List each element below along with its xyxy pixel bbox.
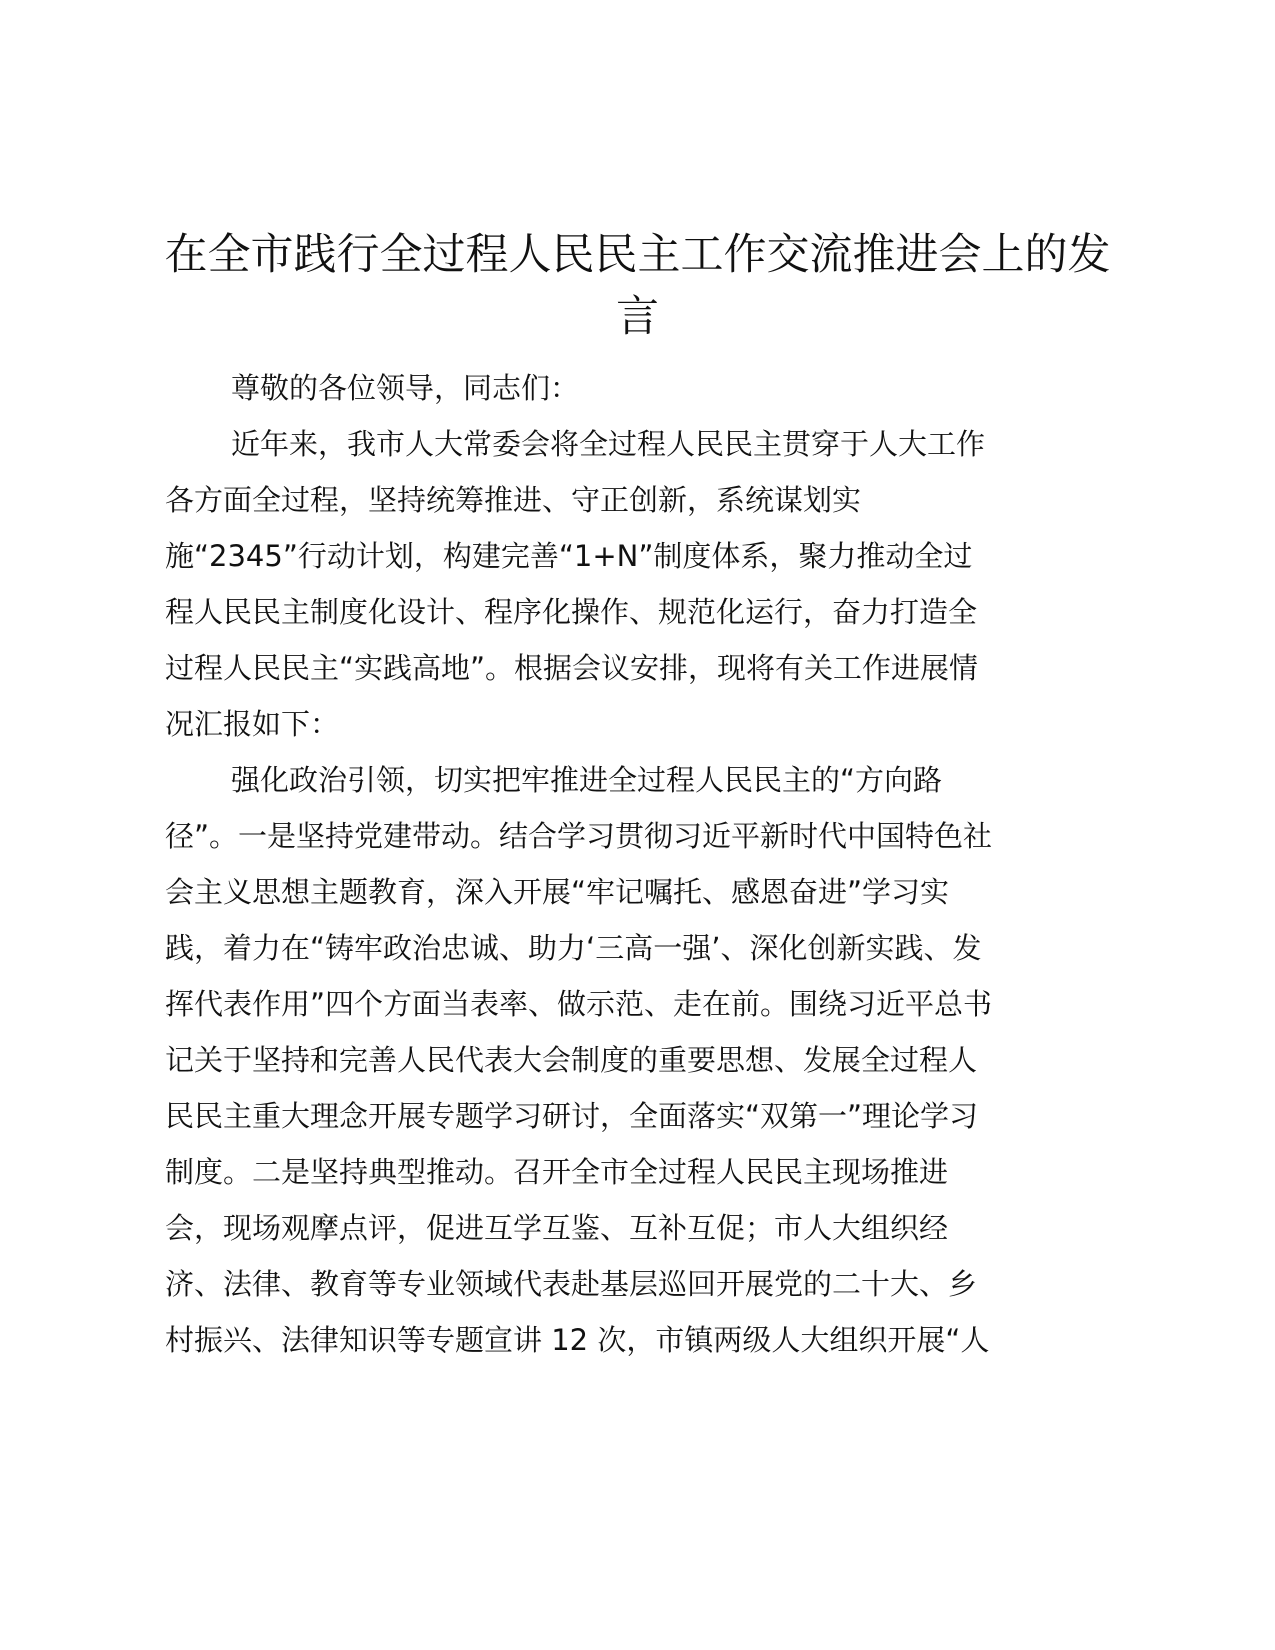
paragraph-line: 况汇报如下： [165, 707, 340, 741]
paragraph-line: 程人民民主制度化设计、程序化操作、规范化运行，奋力打造全 [165, 595, 978, 629]
paragraph-line: 施“2345”行动计划，构建完善“1+N”制度体系，聚力推动全过 [165, 539, 973, 573]
paragraph-line: 挥代表作用”四个方面当表率、做示范、走在前。围绕习近平总书 [165, 987, 993, 1021]
paragraph-line: 会，现场观摩点评，促进互学互鉴、互补互促；市人大组织经 [165, 1211, 949, 1245]
paragraph-line: 会主义思想主题教育，深入开展“牢记嘱托、感恩奋进”学习实 [165, 875, 950, 909]
paragraph-line: 记关于坚持和完善人民代表大会制度的重要思想、发展全过程人 [165, 1043, 978, 1077]
salutation-line: 尊敬的各位领导，同志们： [231, 371, 580, 405]
paragraph-line: 民民主重大理念开展专题学习研讨，全面落实“双第一”理论学习 [165, 1099, 979, 1133]
paragraph-line: 各方面全过程，坚持统筹推进、守正创新，系统谋划实 [165, 483, 862, 517]
paragraph-line: 强化政治引领，切实把牢推进全过程人民民主的“方向路 [231, 763, 943, 797]
document-title: 在全市践行全过程人民民主工作交流推进会上的发言 [164, 230, 1111, 342]
paragraph-line: 村振兴、法律知识等专题宣讲 12 次，市镇两级人大组织开展“人 [165, 1323, 990, 1357]
paragraph-line: 过程人民民主“实践高地”。根据会议安排，现将有关工作进展情 [165, 651, 979, 685]
paragraph-line: 济、法律、教育等专业领域代表赴基层巡回开展党的二十大、乡 [165, 1267, 978, 1301]
paragraph-line: 制度。二是坚持典型推动。召开全市全过程人民民主现场推进 [165, 1155, 949, 1189]
paragraph-line: 近年来，我市人大常委会将全过程人民民主贯穿于人大工作 [231, 427, 986, 461]
paragraph-line: 径”。一是坚持党建带动。结合学习贯彻习近平新时代中国特色社 [165, 819, 993, 853]
paragraph-line: 践，着力在“铸牢政治忠诚、助力‘三高一强’、深化创新实践、发 [165, 931, 982, 965]
